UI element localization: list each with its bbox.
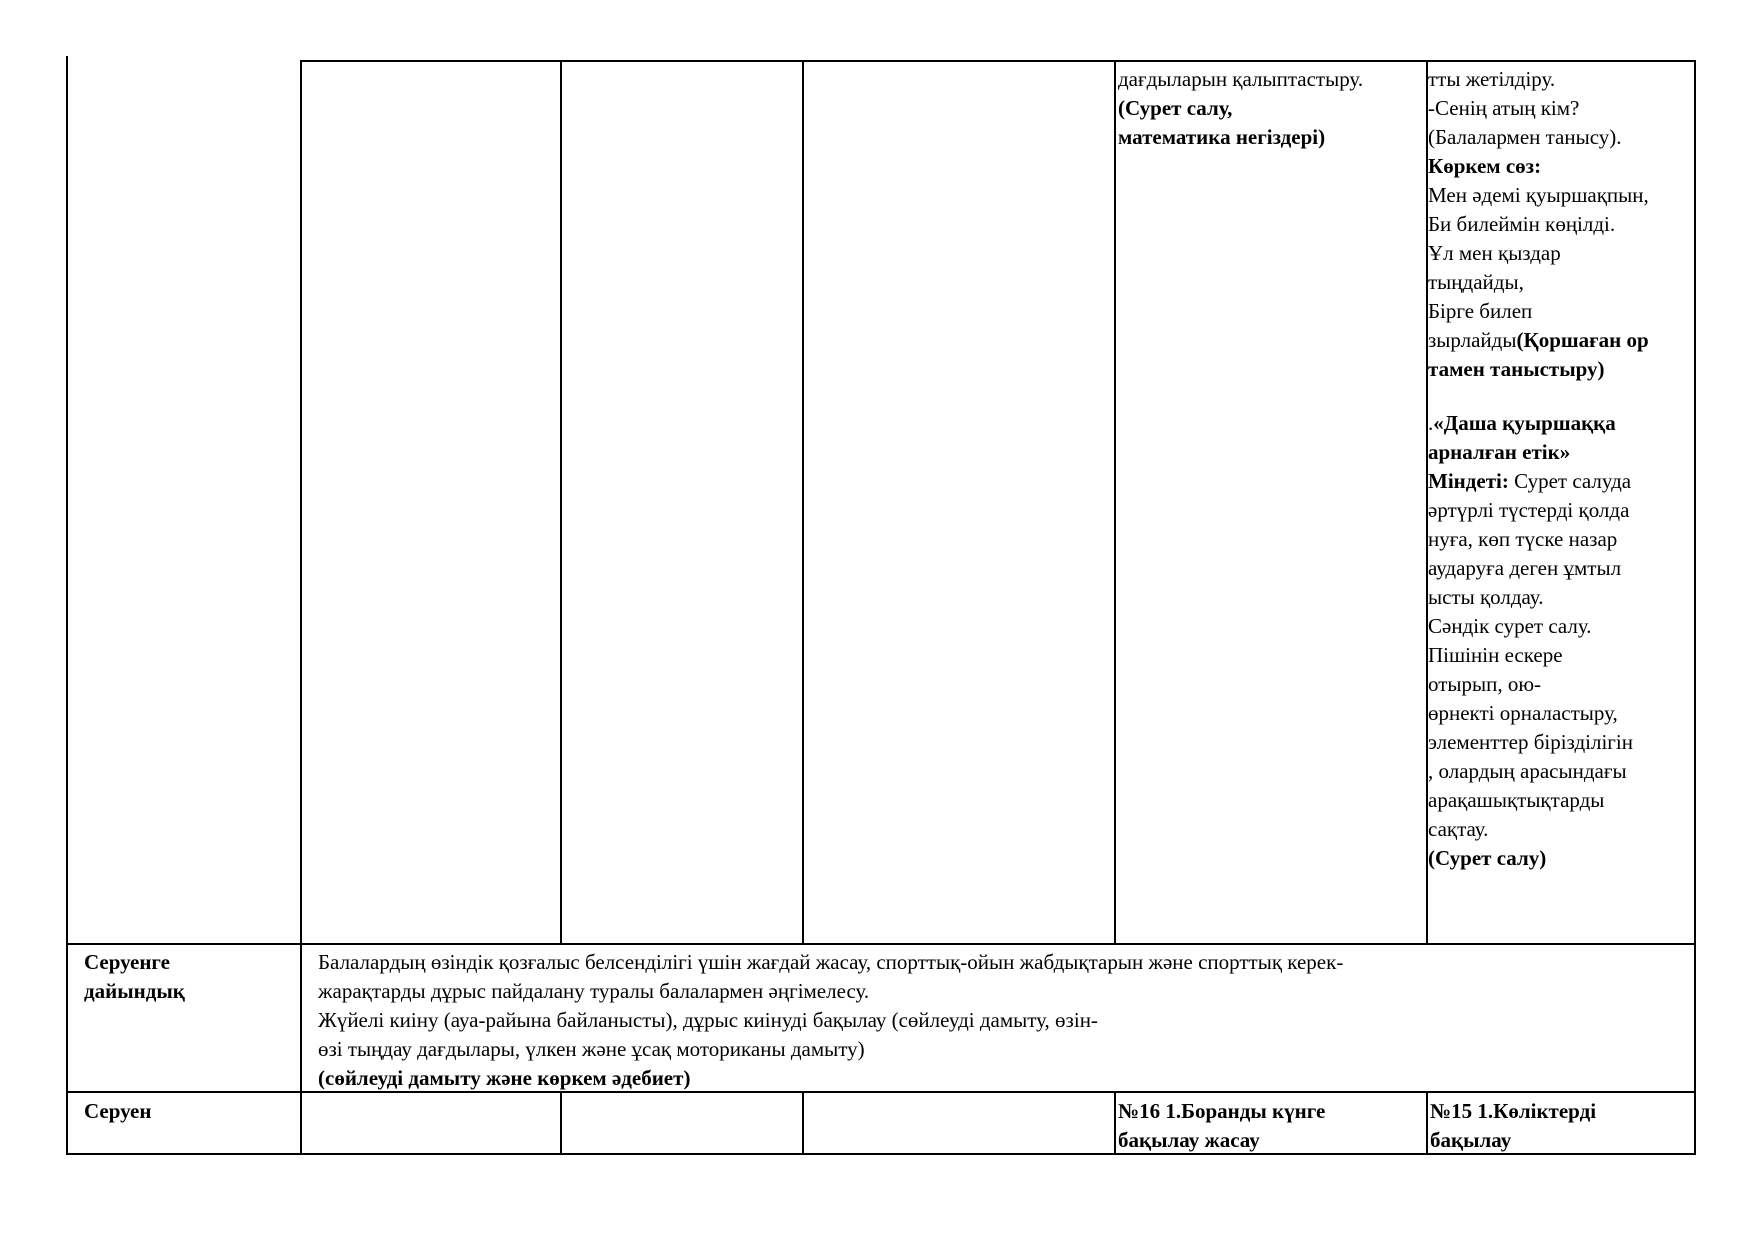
row3-col6-line: №15 1.Көліктерді	[1430, 1099, 1597, 1123]
row1-col5-cell	[1118, 65, 1424, 152]
text-line: (Сурет салу)	[1428, 846, 1547, 870]
text-line: Бірге билеп	[1428, 299, 1533, 323]
column-divider-2	[560, 60, 562, 944]
row3-label	[84, 1097, 294, 1126]
text-line: ысты қолдау.	[1428, 585, 1544, 609]
text-line: Жүйелі киіну (ауа-райына байланысты), дұрыс киінуді бақылау (сөйлеуді дамыту, өзін-	[318, 1008, 1098, 1032]
table-border-left	[66, 56, 68, 1155]
row3-col5-line: бақылау жасау	[1118, 1128, 1260, 1152]
text-line: Пішінін ескере	[1428, 643, 1563, 667]
column-divider-2-bottom	[560, 1092, 562, 1155]
row3-label-text: Серуен	[84, 1099, 152, 1123]
text-line: арақашықтықтарды	[1428, 788, 1605, 812]
column-divider-1	[300, 60, 302, 1155]
text-line: (Сурет салу,	[1118, 96, 1233, 120]
text-line: , олардың арасындағы	[1428, 759, 1627, 783]
text-line: сақтау.	[1428, 817, 1489, 841]
text-line: элементтер бірізділігін	[1428, 730, 1633, 754]
text-line: Мен әдемі қуыршақпын,	[1428, 183, 1649, 207]
column-divider-3-bottom	[802, 1092, 804, 1155]
text-line: тамен таныстыру)	[1428, 357, 1605, 381]
row3-col6-line: бақылау	[1430, 1128, 1512, 1152]
row3-col5-cell	[1118, 1097, 1424, 1155]
row2-label-line: дайындық	[84, 979, 185, 1003]
text-line: әртүрлі түстерді қолда	[1428, 498, 1630, 522]
text-line: тты жетілдіру.	[1428, 67, 1556, 91]
text-span: .	[1428, 411, 1434, 435]
text-line: нуға, көп түске назар	[1428, 527, 1618, 551]
text-line: өзі тыңдау дағдылары, үлкен және ұсақ моториканы дамыту)	[318, 1037, 865, 1061]
text-line: Көркем сөз:	[1428, 154, 1542, 178]
text-span: «Даша қуыршаққа	[1433, 411, 1616, 435]
text-line: Сәндік сурет салу.	[1428, 614, 1592, 638]
text-span: (Қоршаған ор	[1516, 328, 1649, 352]
text-line: жарақтарды дұрыс пайдалану туралы балалармен әңгімелесу.	[318, 979, 870, 1003]
column-divider-4	[1114, 60, 1116, 944]
text-line: (сөйлеуді дамыту және көркем әдебиет)	[318, 1066, 691, 1090]
row2-label	[84, 948, 294, 1006]
text-line: (Балалармен танысу).	[1428, 125, 1622, 149]
text-line: -Сенің атың кім?	[1428, 96, 1580, 120]
row2-content	[318, 948, 1688, 1093]
text-span: зырлайды	[1428, 328, 1517, 352]
text-line: Балалардың өзіндік қозғалыс белсенділігі үшін жағдай жасау, спорттық-ойын жабдықтарын және спорттық керек-	[318, 950, 1344, 974]
row3-col5-line: №16 1.Боранды күнге	[1118, 1099, 1326, 1123]
text-line: тыңдайды,	[1428, 270, 1524, 294]
row2-label-line: Серуенге	[84, 950, 170, 974]
text-line: математика негіздері)	[1118, 125, 1326, 149]
table-border-top	[300, 60, 1696, 62]
text-span: Сурет салуда	[1508, 469, 1632, 493]
text-line: аударуға деген ұмтыл	[1428, 556, 1622, 580]
text-line: Ұл мен қыздар	[1428, 241, 1561, 265]
text-line: отырып, ою-	[1428, 672, 1542, 696]
table-border-right	[1694, 60, 1696, 1155]
column-divider-3	[802, 60, 804, 944]
text-line: арналған етік»	[1428, 440, 1571, 464]
row-divider-1	[66, 943, 1696, 945]
row3-col6-cell	[1430, 1097, 1692, 1155]
text-span: Міндеті:	[1428, 469, 1509, 493]
text-line	[1428, 467, 1694, 496]
blank-line	[1428, 384, 1694, 409]
column-divider-5-bottom	[1426, 1092, 1428, 1155]
text-line: өрнекті орналастыру,	[1428, 701, 1618, 725]
row1-col6-cell	[1428, 65, 1694, 873]
text-line	[1428, 409, 1694, 438]
text-line: дағдыларын қалыптастыру.	[1118, 67, 1364, 91]
text-line: Би билеймін көңілді.	[1428, 212, 1616, 236]
text-line	[1428, 326, 1694, 355]
column-divider-4-bottom	[1114, 1092, 1116, 1155]
